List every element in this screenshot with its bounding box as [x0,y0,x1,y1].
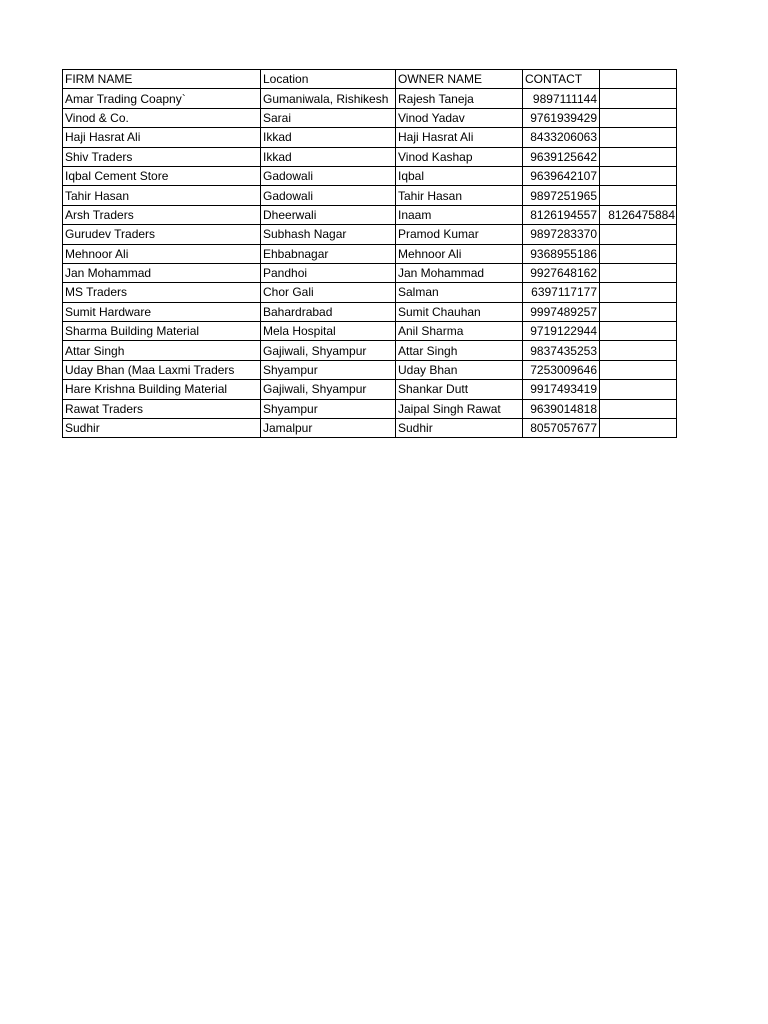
table-row [63,341,677,360]
owner-name-cell: Salman [396,283,523,302]
firm-name-cell: Iqbal Cement Store [63,166,261,185]
location-cell: Sarai [261,108,396,127]
location-cell: Jamalpur [261,419,396,438]
table-row [63,322,677,341]
firm-name-cell: Haji Hasrat Ali [63,128,261,147]
location-cell: Ikkad [261,147,396,166]
location-cell: Gadowali [261,186,396,205]
location-cell: Gadowali [261,166,396,185]
alt-contact-cell [600,147,677,166]
owner-name-cell: Pramod Kumar [396,225,523,244]
location-cell: Subhash Nagar [261,225,396,244]
alt-contact-cell [600,322,677,341]
header-extra [600,70,677,89]
location-cell: Chor Gali [261,283,396,302]
contacts-table [62,69,677,438]
header-row [63,70,677,89]
table-row [63,360,677,379]
contact-cell: 9639642107 [523,166,600,185]
firm-name-cell: Amar Trading Coapny` [63,89,261,108]
firm-name-cell: MS Traders [63,283,261,302]
alt-contact-cell [600,360,677,379]
contacts-table-body [63,70,677,438]
location-cell: Mela Hospital [261,322,396,341]
firm-name-cell: Sharma Building Material [63,322,261,341]
owner-name-cell: Iqbal [396,166,523,185]
owner-name-cell: Attar Singh [396,341,523,360]
owner-name-cell: Jaipal Singh Rawat [396,399,523,418]
firm-name-cell: Tahir Hasan [63,186,261,205]
contact-cell: 7253009646 [523,360,600,379]
firm-name-cell: Attar Singh [63,341,261,360]
alt-contact-cell [600,128,677,147]
table-row [63,263,677,282]
contact-cell: 9997489257 [523,302,600,321]
alt-contact-cell [600,225,677,244]
alt-contact-cell [600,419,677,438]
table-row [63,283,677,302]
table-row [63,108,677,127]
alt-contact-cell [600,341,677,360]
location-cell: Gajiwali, Shyampur [261,341,396,360]
location-cell: Shyampur [261,360,396,379]
table-row [63,186,677,205]
owner-name-cell: Jan Mohammad [396,263,523,282]
owner-name-cell: Inaam [396,205,523,224]
header-contact: CONTACT [523,70,600,89]
contact-cell: 9368955186 [523,244,600,263]
location-cell: Gajiwali, Shyampur [261,380,396,399]
contact-cell: 9927648162 [523,263,600,282]
contact-cell: 9719122944 [523,322,600,341]
alt-contact-cell [600,108,677,127]
firm-name-cell: Sudhir [63,419,261,438]
firm-name-cell: Shiv Traders [63,147,261,166]
owner-name-cell: Haji Hasrat Ali [396,128,523,147]
location-cell: Pandhoi [261,263,396,282]
alt-contact-cell: 8126475884 [600,205,677,224]
location-cell: Bahardrabad [261,302,396,321]
table-row [63,147,677,166]
contact-cell: 9897283370 [523,225,600,244]
alt-contact-cell [600,244,677,263]
alt-contact-cell [600,380,677,399]
contact-cell: 8057057677 [523,419,600,438]
contact-cell: 9639125642 [523,147,600,166]
location-cell: Dheerwali [261,205,396,224]
owner-name-cell: Vinod Yadav [396,108,523,127]
owner-name-cell: Vinod Kashap [396,147,523,166]
location-cell: Gumaniwala, Rishikesh [261,89,396,108]
table-row [63,302,677,321]
header-firm-name: FIRM NAME [63,70,261,89]
firm-name-cell: Vinod & Co. [63,108,261,127]
owner-name-cell: Sumit Chauhan [396,302,523,321]
table-row [63,399,677,418]
alt-contact-cell [600,302,677,321]
location-cell: Ikkad [261,128,396,147]
alt-contact-cell [600,399,677,418]
contact-cell: 9837435253 [523,341,600,360]
owner-name-cell: Uday Bhan [396,360,523,379]
table-row [63,380,677,399]
firm-name-cell: Uday Bhan (Maa Laxmi Traders [63,360,261,379]
owner-name-cell: Mehnoor Ali [396,244,523,263]
firm-name-cell: Arsh Traders [63,205,261,224]
contact-cell: 9917493419 [523,380,600,399]
table-row [63,128,677,147]
firm-name-cell: Mehnoor Ali [63,244,261,263]
owner-name-cell: Shankar Dutt [396,380,523,399]
contact-cell: 8126194557 [523,205,600,224]
firm-name-cell: Jan Mohammad [63,263,261,282]
alt-contact-cell [600,89,677,108]
header-owner-name: OWNER NAME [396,70,523,89]
contact-cell: 9897111144 [523,89,600,108]
owner-name-cell: Sudhir [396,419,523,438]
table-row [63,166,677,185]
table-row [63,225,677,244]
owner-name-cell: Rajesh Taneja [396,89,523,108]
table-row [63,205,677,224]
firm-name-cell: Sumit Hardware [63,302,261,321]
contact-cell: 8433206063 [523,128,600,147]
owner-name-cell: Anil Sharma [396,322,523,341]
firm-name-cell: Gurudev Traders [63,225,261,244]
location-cell: Shyampur [261,399,396,418]
table-row [63,89,677,108]
alt-contact-cell [600,283,677,302]
contact-cell: 6397117177 [523,283,600,302]
contact-cell: 9761939429 [523,108,600,127]
firm-name-cell: Rawat Traders [63,399,261,418]
contact-cell: 9897251965 [523,186,600,205]
contact-cell: 9639014818 [523,399,600,418]
owner-name-cell: Tahir Hasan [396,186,523,205]
header-location: Location [261,70,396,89]
alt-contact-cell [600,263,677,282]
location-cell: Ehbabnagar [261,244,396,263]
table-row [63,419,677,438]
table-row [63,244,677,263]
alt-contact-cell [600,166,677,185]
alt-contact-cell [600,186,677,205]
firm-name-cell: Hare Krishna Building Material [63,380,261,399]
